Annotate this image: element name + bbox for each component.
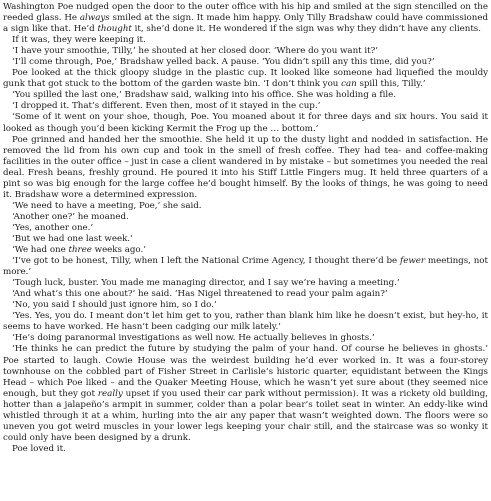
body-paragraph: [3, 256, 488, 278]
body-paragraph: [3, 444, 488, 455]
paragraph-text: ‘He’s doing paranormal investigations as well now. He actually believes in ghosts.’: [12, 333, 375, 344]
paragraph-text: spill this, Tilly.’: [356, 79, 426, 90]
paragraph-text: ‘But we had one last week.’: [12, 233, 133, 244]
emphasized-word: really: [97, 388, 123, 399]
paragraph-text: If it was, they were keeping it.: [12, 35, 146, 46]
paragraph-text: upset if you used their car park without permission). It was a rickety old building, hotter than a jalapeño’s armpit in summer, colder than a polar bear’s toilet seat in winter. An eddy-like wind whistled through it at a whim, hurling into the air any paper that wasn’t weighted down. The floors were so uneven you got weird muscles in your lower legs keeping your chair still, and the staircase was so wonky it could only have been designed by a drunk.: [3, 388, 488, 443]
paragraph-text: ‘And what’s this one about?’ he said. ‘Has Nigel threatened to read your palm again?’: [12, 289, 388, 300]
paragraph-text: ‘Yes. Yes, you do. I meant don’t let him get to you, rather than blank him like he doesn’t exist, but hey-ho, it seems to have worked. He hasn’t been cadging our milk lately.’: [3, 311, 488, 333]
paragraph-text: it, she’d done it. He wondered if the sign was why they didn’t have any clients.: [131, 24, 481, 35]
paragraph-text: ‘No, you said I should just ignore him, so I do.’: [12, 300, 217, 311]
paragraph-text: smiled at the sign. It made him happy. Only Tilly Bradshaw could have commissioned a sign like that. He’d: [3, 13, 489, 35]
body-paragraph: [3, 201, 488, 212]
body-paragraph: [3, 90, 488, 101]
paragraph-text: ‘I have your smoothie, Tilly,’ he shouted at her closed door. ‘Where do you want it?’: [12, 46, 378, 57]
body-paragraph: [3, 68, 488, 90]
body-paragraph: [3, 46, 488, 57]
paragraph-text: ‘Some of it went on your shoe, though, Poe. You moaned about it for three days and six hours. You said it looked as though you’d been kicking Kermit the Frog up the … bottom.’: [3, 112, 488, 134]
body-paragraph: [3, 333, 488, 344]
paragraph-text: ‘I’ll come through, Poe,’ Bradshaw yelled back. A pause. ‘You didn’t spill any this time, did you?’: [12, 57, 435, 68]
body-paragraph: [3, 234, 488, 245]
body-paragraph: [3, 135, 488, 201]
paragraph-text: Poe grinned and handed her the smoothie. She held it up to the dusty light and nodded in satisfaction. He removed the lid from his own cup and took in the smell of fresh coffee. They had tea- and coffee-making facilities in the outer office – just in case a client wandered in by mistake – but sometimes you needed the real deal. Fresh beans, freshly ground. He poured it into his Stiff Little Fingers mug. It held three quarters of a pint so was big enough for the large coffee he’d bought himself. By the looks of things, he was going to need it. Bradshaw wore a determined expression.: [3, 134, 488, 200]
paragraph-text: meetings, not more.’: [3, 256, 488, 278]
body-paragraph: [3, 289, 488, 300]
paragraph-text: Washington Poe nudged open the door to the outer office with his hip and smiled at the sign stencilled on the reeded glass. He: [3, 2, 488, 24]
body-paragraph: [3, 223, 488, 234]
body-paragraph: [3, 35, 488, 46]
body-paragraph: [3, 212, 488, 223]
paragraph-text: ‘I dropped it. That’s different. Even then, most of it stayed in the cup.’: [12, 101, 321, 112]
paragraph-text: ‘We need to have a meeting, Poe,’ she said.: [12, 200, 202, 211]
paragraph-text: ‘Another one?’ he moaned.: [12, 211, 129, 222]
body-paragraph: [3, 112, 488, 134]
body-paragraph: [3, 57, 488, 68]
emphasized-word: three: [68, 245, 92, 256]
paragraph-text: Poe looked at the thick gloopy sludge in the plastic cup. It looked like someone had liquefied the mouldy gunk that got stuck to the bottom of the garden waste bin. ‘I don’t think you: [3, 68, 488, 90]
paragraph-text: ‘He thinks he can predict the future by studying the palm of your hand. Of course he believes in ghosts.’ Poe started to laugh. Cowie House was the weirdest building he’d ever worked in. It was a four-storey townhouse on the cobbled part of Fisher Street in Carlisle’s historic quarter, equidistant between the Kings Head – which Poe liked – and the Quaker Meeting House, which he wasn’t yet sure about (they seemed nice enough, but they got: [3, 344, 488, 399]
emphasized-word: thought: [97, 24, 132, 35]
body-paragraph: [3, 344, 488, 443]
body-paragraph: [3, 278, 488, 289]
body-paragraph: [3, 2, 488, 35]
paragraph-text: ‘Tough luck, buster. You made me managing director, and I say we’re having a meeting.’: [12, 278, 400, 289]
emphasized-word: can: [341, 79, 357, 90]
body-paragraph: [3, 245, 488, 256]
emphasized-word: fewer: [400, 256, 426, 267]
paragraph-text: ‘We had one: [12, 245, 69, 256]
body-paragraph: [3, 101, 488, 112]
body-paragraph: [3, 300, 488, 311]
paragraph-text: ‘I’ve got to be honest, Tilly, when I left the National Crime Agency, I thought there’d be: [12, 256, 401, 267]
body-paragraph: [3, 311, 488, 333]
emphasized-word: always: [79, 13, 110, 24]
paragraph-text: weeks ago.’: [91, 245, 146, 256]
paragraph-text: ‘Yes, another one.’: [12, 222, 94, 233]
paragraph-text: Poe loved it.: [12, 443, 66, 454]
paragraph-text: ‘You spilled the last one,’ Bradshaw said, walking into his office. She was holding a file.: [12, 90, 396, 101]
